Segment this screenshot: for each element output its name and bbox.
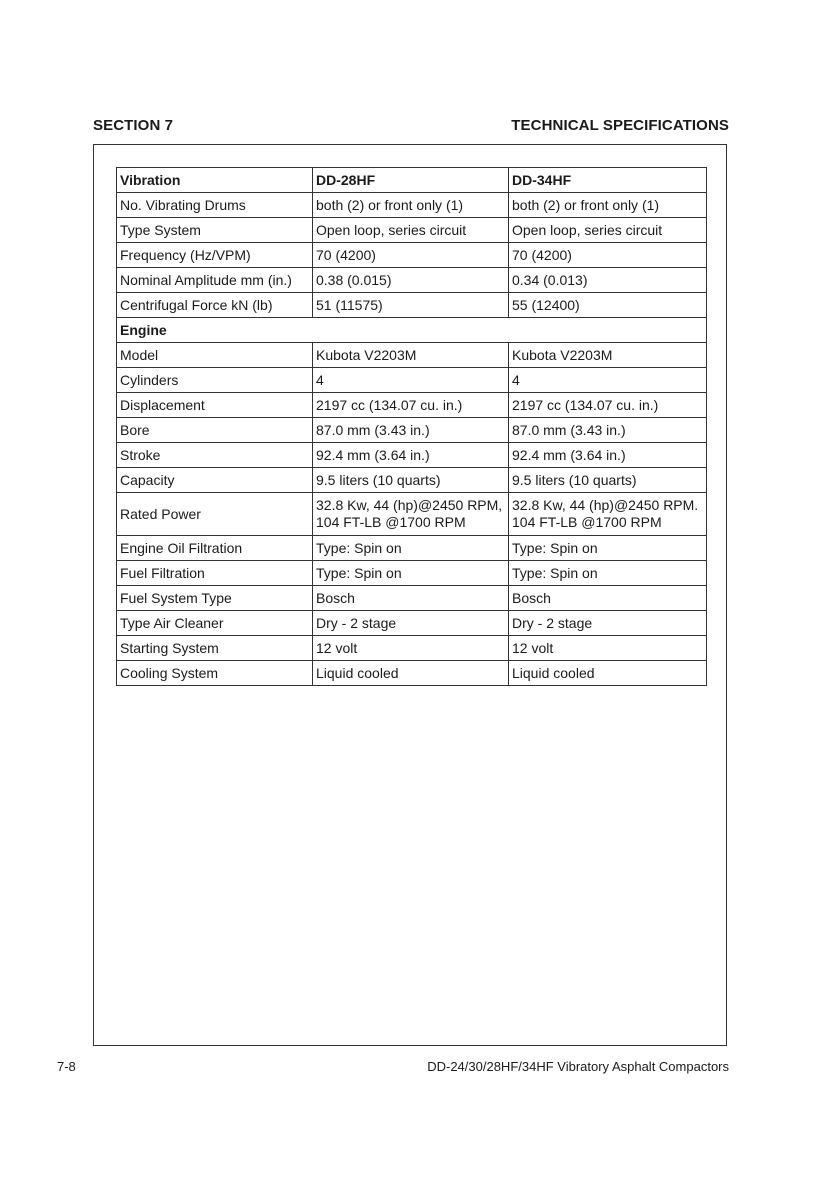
table-row xyxy=(117,586,707,611)
spec-label: Fuel Filtration xyxy=(117,561,313,586)
engine-section-row xyxy=(117,318,707,343)
spec-label: Rated Power xyxy=(117,493,313,536)
spec-value-dd34hf: Dry - 2 stage xyxy=(509,611,707,636)
table-row xyxy=(117,636,707,661)
spec-value-dd34hf: 92.4 mm (3.64 in.) xyxy=(509,443,707,468)
spec-value-dd34hf: Bosch xyxy=(509,586,707,611)
table-header-row xyxy=(117,168,707,193)
spec-value-dd28hf: 92.4 mm (3.64 in.) xyxy=(313,443,509,468)
spec-value-dd34hf: 9.5 liters (10 quarts) xyxy=(509,468,707,493)
table-row xyxy=(117,561,707,586)
spec-value-dd34hf: 12 volt xyxy=(509,636,707,661)
spec-value-dd28hf: Kubota V2203M xyxy=(313,343,509,368)
table-row xyxy=(117,661,707,686)
table-row xyxy=(117,343,707,368)
spec-label: Capacity xyxy=(117,468,313,493)
rated-power-line-1: 32.8 Kw, 44 (hp)@2450 RPM. xyxy=(512,497,699,513)
spec-value-dd28hf: 4 xyxy=(313,368,509,393)
spec-value-dd34hf: 4 xyxy=(509,368,707,393)
spec-value-dd28hf: 9.5 liters (10 quarts) xyxy=(313,468,509,493)
spec-value-dd28hf xyxy=(313,493,509,536)
spec-value-dd34hf: Kubota V2203M xyxy=(509,343,707,368)
column-header-dd34hf: DD-34HF xyxy=(509,168,707,193)
spec-label: Model xyxy=(117,343,313,368)
spec-value-dd34hf: 2197 cc (134.07 cu. in.) xyxy=(509,393,707,418)
table-row xyxy=(117,468,707,493)
table-row xyxy=(117,611,707,636)
table-row xyxy=(117,218,707,243)
spec-value-dd28hf: Liquid cooled xyxy=(313,661,509,686)
column-header-dd28hf: DD-28HF xyxy=(313,168,509,193)
spec-label: Cooling System xyxy=(117,661,313,686)
document-title: DD-24/30/28HF/34HF Vibratory Asphalt Compactors xyxy=(427,1059,729,1074)
table-row xyxy=(117,193,707,218)
spec-value-dd28hf: 2197 cc (134.07 cu. in.) xyxy=(313,393,509,418)
spec-label: Type Air Cleaner xyxy=(117,611,313,636)
spec-value-dd34hf: Open loop, series circuit xyxy=(509,218,707,243)
spec-value-dd34hf: 55 (12400) xyxy=(509,293,707,318)
spec-value-dd34hf: 87.0 mm (3.43 in.) xyxy=(509,418,707,443)
spec-label: Starting System xyxy=(117,636,313,661)
table-row xyxy=(117,368,707,393)
spec-label: Cylinders xyxy=(117,368,313,393)
rated-power-line-2: 104 FT-LB @1700 RPM xyxy=(512,514,662,530)
spec-value-dd34hf: Liquid cooled xyxy=(509,661,707,686)
spec-label: Displacement xyxy=(117,393,313,418)
table-row xyxy=(117,418,707,443)
spec-label: Nominal Amplitude mm (in.) xyxy=(117,268,313,293)
table-row-rated-power xyxy=(117,493,707,536)
spec-value-dd34hf: 70 (4200) xyxy=(509,243,707,268)
table-row xyxy=(117,243,707,268)
spec-value-dd28hf: both (2) or front only (1) xyxy=(313,193,509,218)
table-row xyxy=(117,443,707,468)
spec-value-dd34hf: both (2) or front only (1) xyxy=(509,193,707,218)
vibration-heading: Vibration xyxy=(117,168,313,193)
spec-label: Centrifugal Force kN (lb) xyxy=(117,293,313,318)
spec-value-dd34hf: 0.34 (0.013) xyxy=(509,268,707,293)
spec-value-dd28hf: 51 (11575) xyxy=(313,293,509,318)
spec-label: Stroke xyxy=(117,443,313,468)
spec-label: Engine Oil Filtration xyxy=(117,536,313,561)
spec-value-dd28hf: Open loop, series circuit xyxy=(313,218,509,243)
table-row xyxy=(117,293,707,318)
table-row xyxy=(117,393,707,418)
spec-value-dd28hf: Type: Spin on xyxy=(313,561,509,586)
spec-table xyxy=(116,167,707,686)
table-row xyxy=(117,536,707,561)
spec-label: Fuel System Type xyxy=(117,586,313,611)
section-label: SECTION 7 xyxy=(93,117,174,134)
spec-label: Frequency (Hz/VPM) xyxy=(117,243,313,268)
spec-value-dd28hf: 87.0 mm (3.43 in.) xyxy=(313,418,509,443)
page-title: TECHNICAL SPECIFICATIONS xyxy=(511,117,729,134)
spec-value-dd28hf: Bosch xyxy=(313,586,509,611)
table-row xyxy=(117,268,707,293)
spec-value-dd28hf: 12 volt xyxy=(313,636,509,661)
spec-value-dd28hf: 70 (4200) xyxy=(313,243,509,268)
spec-value-dd28hf: 0.38 (0.015) xyxy=(313,268,509,293)
spec-label: Type System xyxy=(117,218,313,243)
spec-value-dd28hf: Type: Spin on xyxy=(313,536,509,561)
spec-value-dd28hf: Dry - 2 stage xyxy=(313,611,509,636)
spec-value-dd34hf: Type: Spin on xyxy=(509,536,707,561)
spec-value-dd34hf: Type: Spin on xyxy=(509,561,707,586)
spec-label: Bore xyxy=(117,418,313,443)
rated-power-line-2: 104 FT-LB @1700 RPM xyxy=(316,514,466,530)
page-number: 7-8 xyxy=(57,1059,76,1074)
rated-power-line-1: 32.8 Kw, 44 (hp)@2450 RPM, xyxy=(316,497,503,513)
spec-value-dd34hf xyxy=(509,493,707,536)
engine-heading: Engine xyxy=(117,318,707,343)
spec-label: No. Vibrating Drums xyxy=(117,193,313,218)
